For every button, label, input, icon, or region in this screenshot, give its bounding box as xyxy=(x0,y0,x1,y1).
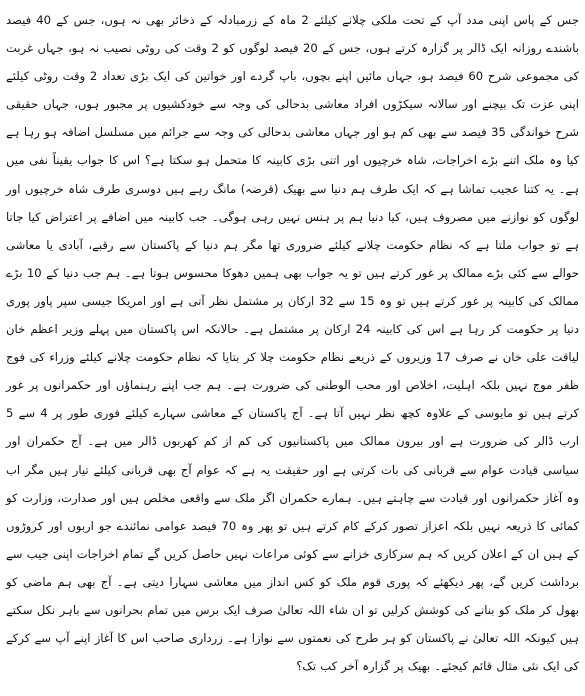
article-body: جس کے پاس اپنی مدد آپ کے تحت ملکی چلانے کیلئے 2 ماہ کے زرمبادلہ کے ذخائر بھی نہ ہوں، جس کے 40 فیصد باشندے روزانہ ایک ڈالر پر گزارہ کرتے ہوں، جس کے 20 فیصد لوگوں کو 2 وقت کی روٹی نصیب نہ ہو، جہاں غربت کی مجموعی شرح 60 فیصد ہو، جہاں مائیں اپنے بچوں، باپ گردے اور خواتین کی ایک بڑی تعداد 2 وقت روٹی کیلئے اپنی عزت تک بیچنے اور سالانہ سیکڑوں افراد معاشی بدحالی کی وجہ سے خودکشیوں پر مجبور ہوں، جہاں حقیقی شرح خواندگی 35 فیصد سے بھی کم ہو اور جہاں معاشی بدحالی کی وجہ سے جرائم میں مسلسل اضافہ ہو رہا ہے کیا وہ ملک اتنے بڑے اخراجات، شاہ خرچیوں اور اتنی بڑی کابینہ کا متحمل ہو سکتا ہے؟ اس کا جواب یقیناً نفی میں ہے۔ یہ کتنا عجیب تماشا ہے کہ ایک طرف ہم دنیا سے بھیک (قرضہ) مانگ رہے ہیں دوسری طرف شاہ خرچیوں اور لوگوں کو نوازنے میں مصروف ہیں، کیا دنیا ہم پر ہنس نہیں رہی ہوگی۔ جب کابینہ میں اضافے پر اعتراض کیا جاتا ہے تو جواب ملتا ہے کہ نظام حکومت چلانے کیلئے ضروری تھا مگر ہم دنیا کے پاکستان سے رقبے، آبادی یا معاشی حوالے سے کئی بڑے ممالک پر غور کرتے ہیں تو یہ جواب بھی ہمیں دھوکا محسوس ہوتا ہے۔ ہم جب دنیا کے 10 بڑے ممالک کی کابینہ پر غور کرتے ہیں تو وہ 15 سے 32 ارکان پر مشتمل نظر آتی ہے اور امریکا جیسی سپر پاور پوری دنیا پر حکومت کر رہا ہے اس کی کابینہ 24 ارکان پر مشتمل ہے۔ حالانکہ اس پاکستان میں پہلے وزیر اعظم خان لیاقت علی خان نے صرف 17 وزیروں کے ذریعے نظام حکومت چلا کر بتایا کہ نظام حکومت چلانے کیلئے وزراء کی فوج ظفر موج نہیں بلکہ اہلیت، اخلاص اور محب الوطنی کی ضرورت ہے۔ ہم جب اپنے رہنماؤں اور حکمرانوں پر غور کرتے ہیں تو مایوسی کے علاوہ کچھ نظر نہیں آتا ہے۔ آج پاکستان کے معاشی سہارے کیلئے فوری طور پر 4 سے 5 ارب ڈالر کی ضرورت ہے اور بیرون ممالک میں پاکستانیوں کی کم از کم کھربوں ڈالر میں ہے۔ آج حکمران اور سیاسی قیادت عوام سے قربانی کی بات کرتی ہے اور حقیقت یہ ہے کہ عوام آج بھی قربانی کیلئے تیار ہیں مگر اب وہ آغاز حکمرانوں اور قیادت سے چاہتے ہیں۔ ہمارے حکمران اگر ملک سے واقعی مخلص ہیں اور صدارت، وزارت کو کمائی کا ذریعہ نہیں بلکہ اعزاز تصور کرکے کام کرتے ہیں تو پھر وہ 70 فیصد عوامی نمائندے جو اربوں اور کروڑوں کے ہیں ان کے اعلان کریں کہ ہم سرکاری خزانے سے کوئی مراعات نہیں حاصل کریں گے تمام اخراجات اپنی جیب سے برداشت کریں گے، پھر دیکھئے کہ پوری قوم ملک کو کس انداز میں معاشی سہارا دیتی ہے۔ آج بھی ہم ماضی کو بھول کر ملک کو بنانے کی کوشش کرلیں تو ان شاء اللہ تعالیٰ صرف ایک برس میں تمام بحرانوں سے باہر نکل سکتے ہیں کیونکہ اللہ تعالیٰ نے پاکستان کو ہر طرح کی نعمتوں سے نوازا ہے۔ زرداری صاحب اس کا آغاز اپنے آپ سے کرکے کی ایک نئی مثال قائم کیجئے۔ بھیک پر گزارہ آخر کب تک؟ xyxy=(6,13,579,674)
